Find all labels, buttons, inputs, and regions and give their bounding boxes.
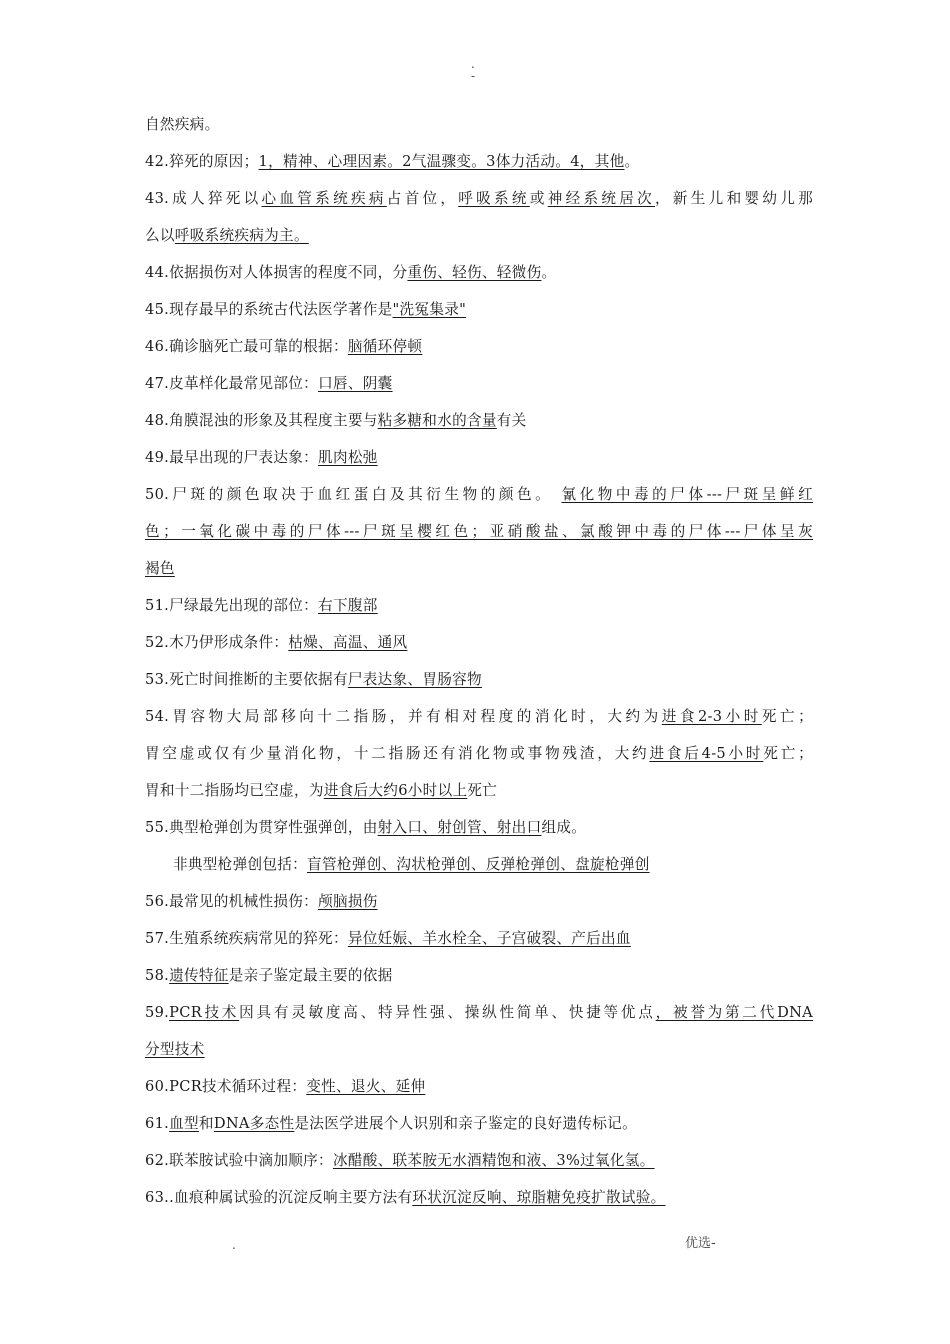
underlined-text: DNA多态性 xyxy=(213,1115,295,1132)
text-line xyxy=(145,106,813,143)
text-line xyxy=(145,624,813,661)
text-line xyxy=(145,180,813,217)
text-line xyxy=(145,735,813,772)
header-dash: - xyxy=(471,69,476,83)
text-segment: 42.猝死的原因； xyxy=(145,153,259,170)
text-line xyxy=(145,328,813,365)
text-segment: 44.依据损伤对人体损害的程度不同，分 xyxy=(145,264,408,281)
text-line xyxy=(145,143,813,180)
text-line xyxy=(145,439,813,476)
text-segment: 43.成人猝死以 xyxy=(145,190,262,207)
header-dot: . xyxy=(471,57,475,71)
underlined-text: 遗传特征 xyxy=(169,967,229,984)
underlined-text: 呼吸系统疾病为主。 xyxy=(174,227,309,244)
text-segment: 59. xyxy=(145,1004,170,1021)
text-line xyxy=(145,809,813,846)
underlined-text: 进食2-3小时 xyxy=(661,708,762,725)
text-segment: 53.死亡时间推断的主要依据有 xyxy=(145,671,348,688)
underlined-text: 分型技术 xyxy=(145,1041,205,1058)
underlined-text: 色；一氧化碳中毒的尸体---尸斑呈樱红色；亚硝酸盐、氯酸钾中毒的尸体---尸体呈灰 xyxy=(145,523,813,540)
text-segment: 。 xyxy=(541,264,557,281)
underlined-text: 进食后4-5小时 xyxy=(649,745,764,762)
text-line xyxy=(145,365,813,402)
underlined-text: 冰醋酸、联苯胺无水酒精饱和液、3%过氧化氢。 xyxy=(332,1152,655,1169)
text-line xyxy=(145,698,813,735)
underlined-text: 尸表达象、胃肠容物 xyxy=(347,671,482,688)
underlined-text: 肌肉松弛 xyxy=(318,449,378,466)
text-segment: 61. xyxy=(145,1115,170,1132)
text-segment: 有关 xyxy=(496,412,527,429)
text-segment: 48.角膜混浊的形象及其程度主要与 xyxy=(145,412,378,429)
text-segment: 因具有灵敏度高、特异性强、操纵性简单、快捷等优点 xyxy=(239,1004,656,1021)
underlined-text: 射入口、射创管、射出口 xyxy=(377,819,542,836)
underlined-text: 脑循环停顿 xyxy=(347,338,423,355)
underlined-text: 异位妊娠、羊水栓全、子宫破裂、产后出血 xyxy=(347,930,631,947)
underlined-text: 变性、退火、延伸 xyxy=(306,1078,426,1095)
text-segment: 胃空虚或仅有少量消化物，十二指肠还有消化物或事物残渣，大约 xyxy=(145,745,650,762)
text-segment: 胃和十二指肠均已空虚，为 xyxy=(145,782,324,799)
text-line xyxy=(145,513,813,550)
text-line xyxy=(145,772,813,809)
text-line xyxy=(145,587,813,624)
text-segment: 54.胃容物大局部移向十二指肠，并有相对程度的消化时，大约为 xyxy=(145,708,662,725)
text-line xyxy=(145,550,813,587)
footer-dot: . xyxy=(232,1238,236,1252)
underlined-text: 右下腹部 xyxy=(318,597,378,614)
text-segment: 和 xyxy=(198,1115,214,1132)
underlined-text: 氰化物中毒的尸体---尸斑呈鲜红 xyxy=(561,486,813,503)
text-segment: 56.最常见的机械性损伤： xyxy=(145,893,319,910)
text-segment: 么以 xyxy=(145,227,175,244)
text-segment: 46.确诊脑死亡最可靠的根据： xyxy=(145,338,348,355)
underlined-text: "洗冤集录" xyxy=(392,301,467,318)
underlined-text: 进食后大约6小时以上 xyxy=(323,782,468,799)
underlined-text: 褐色 xyxy=(145,560,175,577)
underlined-text: PCR技术 xyxy=(169,1004,240,1021)
text-line xyxy=(145,217,813,254)
text-line xyxy=(145,920,813,957)
footer-label: 优选- xyxy=(685,1236,716,1251)
text-line xyxy=(145,476,813,513)
underlined-text: 心血管系统疾病 xyxy=(261,190,387,207)
text-segment: 是法医学进展个人识别和亲子鉴定的良好遗传标记。 xyxy=(294,1115,637,1132)
text-segment: 50.尸斑的颜色取决于血红蛋白及其衍生物的颜色。 xyxy=(145,486,562,503)
text-segment: 或 xyxy=(529,190,548,207)
document-body xyxy=(145,106,813,1216)
text-segment: 60.PCR技术循环过程： xyxy=(145,1078,307,1095)
text-segment: 57.生殖系统疾病常见的猝死： xyxy=(145,930,348,947)
text-segment: 63..血痕种属试验的沉淀反响主要方法有 xyxy=(145,1189,413,1206)
text-segment: 62.联苯胺试验中滴加顺序： xyxy=(145,1152,333,1169)
text-segment: 死亡； xyxy=(763,745,813,762)
text-segment: 52.木乃伊形成条件： xyxy=(145,634,289,651)
text-segment: 死亡 xyxy=(467,782,498,799)
underlined-text: 口唇、阴囊 xyxy=(318,375,393,392)
text-segment: 。 xyxy=(624,153,640,170)
text-line xyxy=(145,1068,813,1105)
text-segment: 组成。 xyxy=(541,819,587,836)
text-segment: 占首位， xyxy=(386,190,459,207)
underlined-text: 神经系统居次 xyxy=(547,190,656,207)
underlined-text: 颅脑损伤 xyxy=(318,893,378,910)
text-segment: 死亡； xyxy=(761,708,814,725)
underlined-text: 血型 xyxy=(169,1115,199,1132)
text-line xyxy=(145,994,813,1031)
text-segment: 51.尸绿最先出现的部位： xyxy=(145,597,319,614)
text-line xyxy=(145,1142,813,1179)
text-line xyxy=(145,846,813,883)
underlined-text: 重伤、轻伤、轻微伤 xyxy=(407,264,542,281)
underlined-text: 呼吸系统 xyxy=(458,190,530,207)
text-line xyxy=(145,402,813,439)
text-segment: 47.皮革样化最常见部位： xyxy=(145,375,319,392)
text-line xyxy=(145,957,813,994)
underlined-text: 1，精神、心理因素。2气温骤变。3体力活动。4，其他 xyxy=(258,153,625,170)
text-segment: 55.典型枪弹创为贯穿性强弹创，由 xyxy=(145,819,378,836)
underlined-text: 粘多糖和水的含量 xyxy=(377,412,497,429)
underlined-text: 环状沉淀反响、琼脂糖免疫扩散试验。 xyxy=(412,1189,666,1206)
text-line xyxy=(145,1031,813,1068)
text-segment: ，新生儿和婴幼儿那 xyxy=(655,190,814,207)
text-line xyxy=(145,883,813,920)
underlined-text: ，被誉为第二代DNA xyxy=(655,1004,814,1021)
text-line xyxy=(145,254,813,291)
text-segment: 58. xyxy=(145,967,170,984)
text-segment: 是亲子鉴定最主要的依据 xyxy=(228,967,393,984)
text-line xyxy=(145,291,813,328)
text-line xyxy=(145,1105,813,1142)
text-segment: 自然疾病。 xyxy=(145,116,220,133)
text-line xyxy=(145,1179,813,1216)
text-segment: 非典型枪弹创包括： xyxy=(173,856,308,873)
text-segment: 45.现存最早的系统古代法医学著作是 xyxy=(145,301,393,318)
text-line xyxy=(145,661,813,698)
underlined-text: 盲管枪弹创、沟状枪弹创、反弹枪弹创、盘旋枪弹创 xyxy=(307,856,650,873)
underlined-text: 枯燥、高温、通风 xyxy=(288,634,408,651)
text-segment: 49.最早出现的尸表达象： xyxy=(145,449,319,466)
